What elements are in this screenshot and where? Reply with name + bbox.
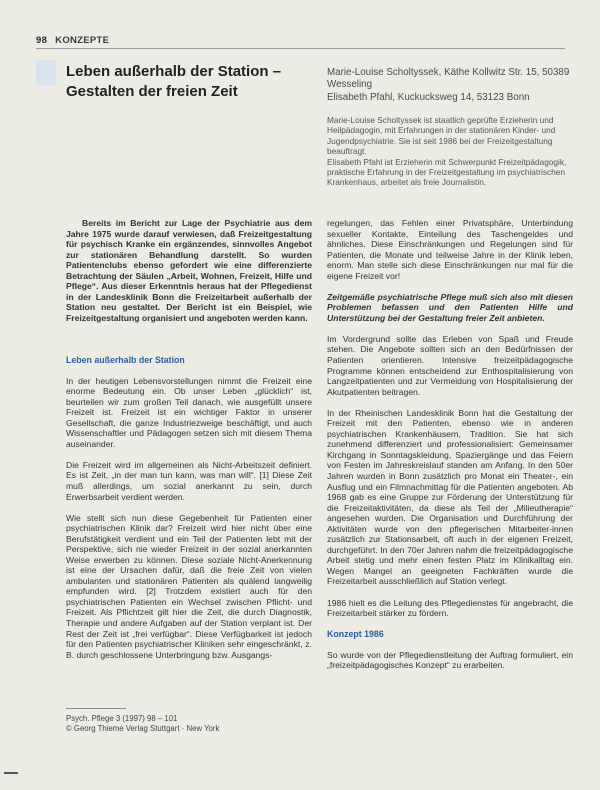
citation-line: Psych. Pflege 3 (1997) 98 – 101: [66, 714, 178, 723]
right-column: [327, 218, 573, 681]
body-paragraph: regelungen, das Fehlen einer Privatsphäre, Unterbindung sexueller Kontakte, Einteilung des Taschengeldes und ähnliches. Diese Einschränkungen und Regelungen sind für Patienten, die Monate und teilweise Jahre in der Klinik leben, enorm. Man stelle sich diese Einschränkungen nur mal für die eigene Freizeit vor!: [327, 218, 573, 281]
author-addresses: [327, 67, 572, 104]
section-heading: Konzept 1986: [327, 629, 384, 640]
scan-mark: [4, 772, 18, 774]
author-bio: Marie-Louise Scholtyssek ist staatlich geprüfte Erzieherin und Heilpädagogin, mit Erfahrungen in der stationären Kinder- und Jugendpsychiatrie. Sie ist seit 1986 bei der Freizeitgestaltung beauftragt.: [327, 115, 556, 157]
article-title: Leben außerhalb der Station – Gestalten der freien Zeit: [66, 63, 282, 100]
copyright-line: © Georg Thieme Verlag Stuttgart · New York: [66, 724, 220, 733]
left-column: [66, 355, 312, 671]
author-bio: Elisabeth Pfahl ist Erzieherin mit Schwerpunkt Freizeitpädagogik, praktische Erfahrung in der Freizeitgestaltung im psychiatrischen Krankenhaus, arbeitet als freie Journalistin.: [327, 156, 567, 188]
emphasized-statement: Zeitgemäße psychiatrische Pflege muß sich also mit diesen Problemen befassen und den Patienten Hilfe und Unterstützung bei der Gestaltung freier Zeit anbieten.: [327, 291, 573, 323]
title-accent-bar: [36, 60, 56, 85]
section-heading: Leben außerhalb der Station: [66, 355, 185, 365]
body-paragraph: So wurde von der Pflegedienstleitung der Auftrag formuliert, ein „freizeitpädagogisches Konzept“ zu erarbeiten.: [327, 649, 573, 671]
citation-footer: [66, 714, 312, 734]
running-header: [36, 35, 556, 46]
author-address: Marie-Louise Scholtyssek, Käthe Kollwitz Str. 15, 50389 Wesseling: [327, 67, 570, 91]
body-paragraph: 1986 hielt es die Leitung des Pflegedienstes für angebracht, die Freizeitarbeit stärker zu fördern.: [327, 597, 573, 619]
author-bios: [327, 115, 572, 188]
author-address: Elisabeth Pfahl, Kuckucksweg 14, 53123 Bonn: [327, 91, 530, 103]
body-paragraph: Die Freizeit wird im allgemeinen als Nicht-Arbeitszeit definiert. Es ist Zeit, „in der man tun kann, was man will“. [1] Diese Zeit muß allerdings, um sozial anerkannt zu sein, durch Erwerbsarbeit verdient werden.: [66, 459, 312, 502]
header-rule: [36, 48, 565, 49]
body-paragraph: In der heutigen Lebensvorstellungen nimmt die Freizeit eine enorme Bedeutung ein. Ob unser Leben „glücklich“ ist, beurteilen wir zum großen Teil danach, wie ausgefüllt unsere Freizeit ist. Freizeit ist ein wichtiger Faktor in unserer Gesellschaft, die ganze Industriezweige beschäftigt, und auch Wissenschaftler und Pädagogen setzen sich mit diesem Thema auseinander.: [66, 375, 312, 449]
page-number: 98: [36, 35, 48, 46]
footer-rule: [66, 708, 126, 709]
body-paragraph: Wie stellt sich nun diese Gegebenheit für Patienten einer psychiatrischen Klinik dar? Freizeit wird hier nicht über eine Berufstätigkeit verdient und ein Teil der Patienten lebt mit der Perspektive, sich nie wieder Freizeit in der sozial anerkannten Weise erwerben zu können. Diese soziale Nicht-Anerkennung ist eine der Ursachen dafür, daß die freie Zeit von vielen ambulanten und stationären Patienten als quälend langweilig empfunden wird. [2] Trotzdem existiert auch für den psychiatrischen Patienten ein Wechsel zwischen Pflicht- und Freizeit. Als Pflichtzeit gilt hier die Zeit, die durch Diagnostik, Therapie und andere Aufgaben auf der Station verplant ist. Der Rest der Zeit ist „frei verfügbar“. Diese Verfügbarkeit ist jedoch für den Patienten psychiatrischer Kliniken sehr eingeschränkt, z. B. durch geschlossene Unterbringung bzw. Ausgangs-: [66, 512, 312, 660]
abstract: Bereits im Bericht zur Lage der Psychiatrie aus dem Jahre 1975 wurde darauf verwiesen, daß Freizeitgestaltung für psychisch Kranke ein ergänzendes, sinnvolles Angebot zur stationären Behandlung darstellt. So wurden Patientenclubs ebenso gefordert wie eine differenzierte Betrachtung der Säulen „Arbeit, Wohnen, Freizeit, Hilfe und Pflege“. Aus dieser Erkenntnis heraus hat der Pflegedienst in der Landesklinik Bonn die Freizeitarbeit außerhalb der Station neu gestaltet. Der Bericht ist ein Beispiel, wie Freizeitgestaltung organisiert und angeboten werden kann.: [66, 218, 312, 323]
body-paragraph: In der Rheinischen Landesklinik Bonn hat die Gestaltung der Freizeit mit den Patienten, ebenso wie in anderen psychiatrischen Krankenhäusern, Tradition. Sie hat sich zunehmend differenziert und professionalisiert: Gemeinsamer Kirchgang in Sonntagskleidung, Spaziergänge und das Feiern von Festen im Jahreskreislauf standen am Anfang. In den 50er Jahren wurden in Bonn zusätzlich pro Monat ein Theater-, ein Ausflug und ein Filmnachmittag für die Patienten angeboten. Ab 1968 gab es eine Gruppe zur Förderung der Unterstützung für die Freizeitaktivitäten, da diese als Teil der „Milieutherapie“ angesehen wurden. Die Organisation und Durchführung der Aktivitäten wurde von den pflegerischen Mitarbeiter-innen zusätzlich zur Stationsarbeit, oft auch in der eigenen Freizeit, durchgeführt. In den 70er Jahren nahm die freizeitpädagogische Arbeit stetig und mehr einen festen Platz im Klinikalltag ein. Wegen Mangel an geeigneten Fachkräften wurde die Freizeitarbeit ausschließlich auf Station verlegt.: [327, 407, 573, 587]
section-label: KONZEPTE: [55, 35, 110, 46]
body-paragraph: Im Vordergrund sollte das Erleben von Spaß und Freude stehen. Die Angebote sollten sich an den Bedürfnissen der Patienten orientieren. Intensive freizeitpädagogische Programme können entscheidend zur Enthospitalisierung von Langzeitpatienten und zur Vermeidung von Hospitalisierung der Akutpatienten beitragen.: [327, 333, 573, 397]
